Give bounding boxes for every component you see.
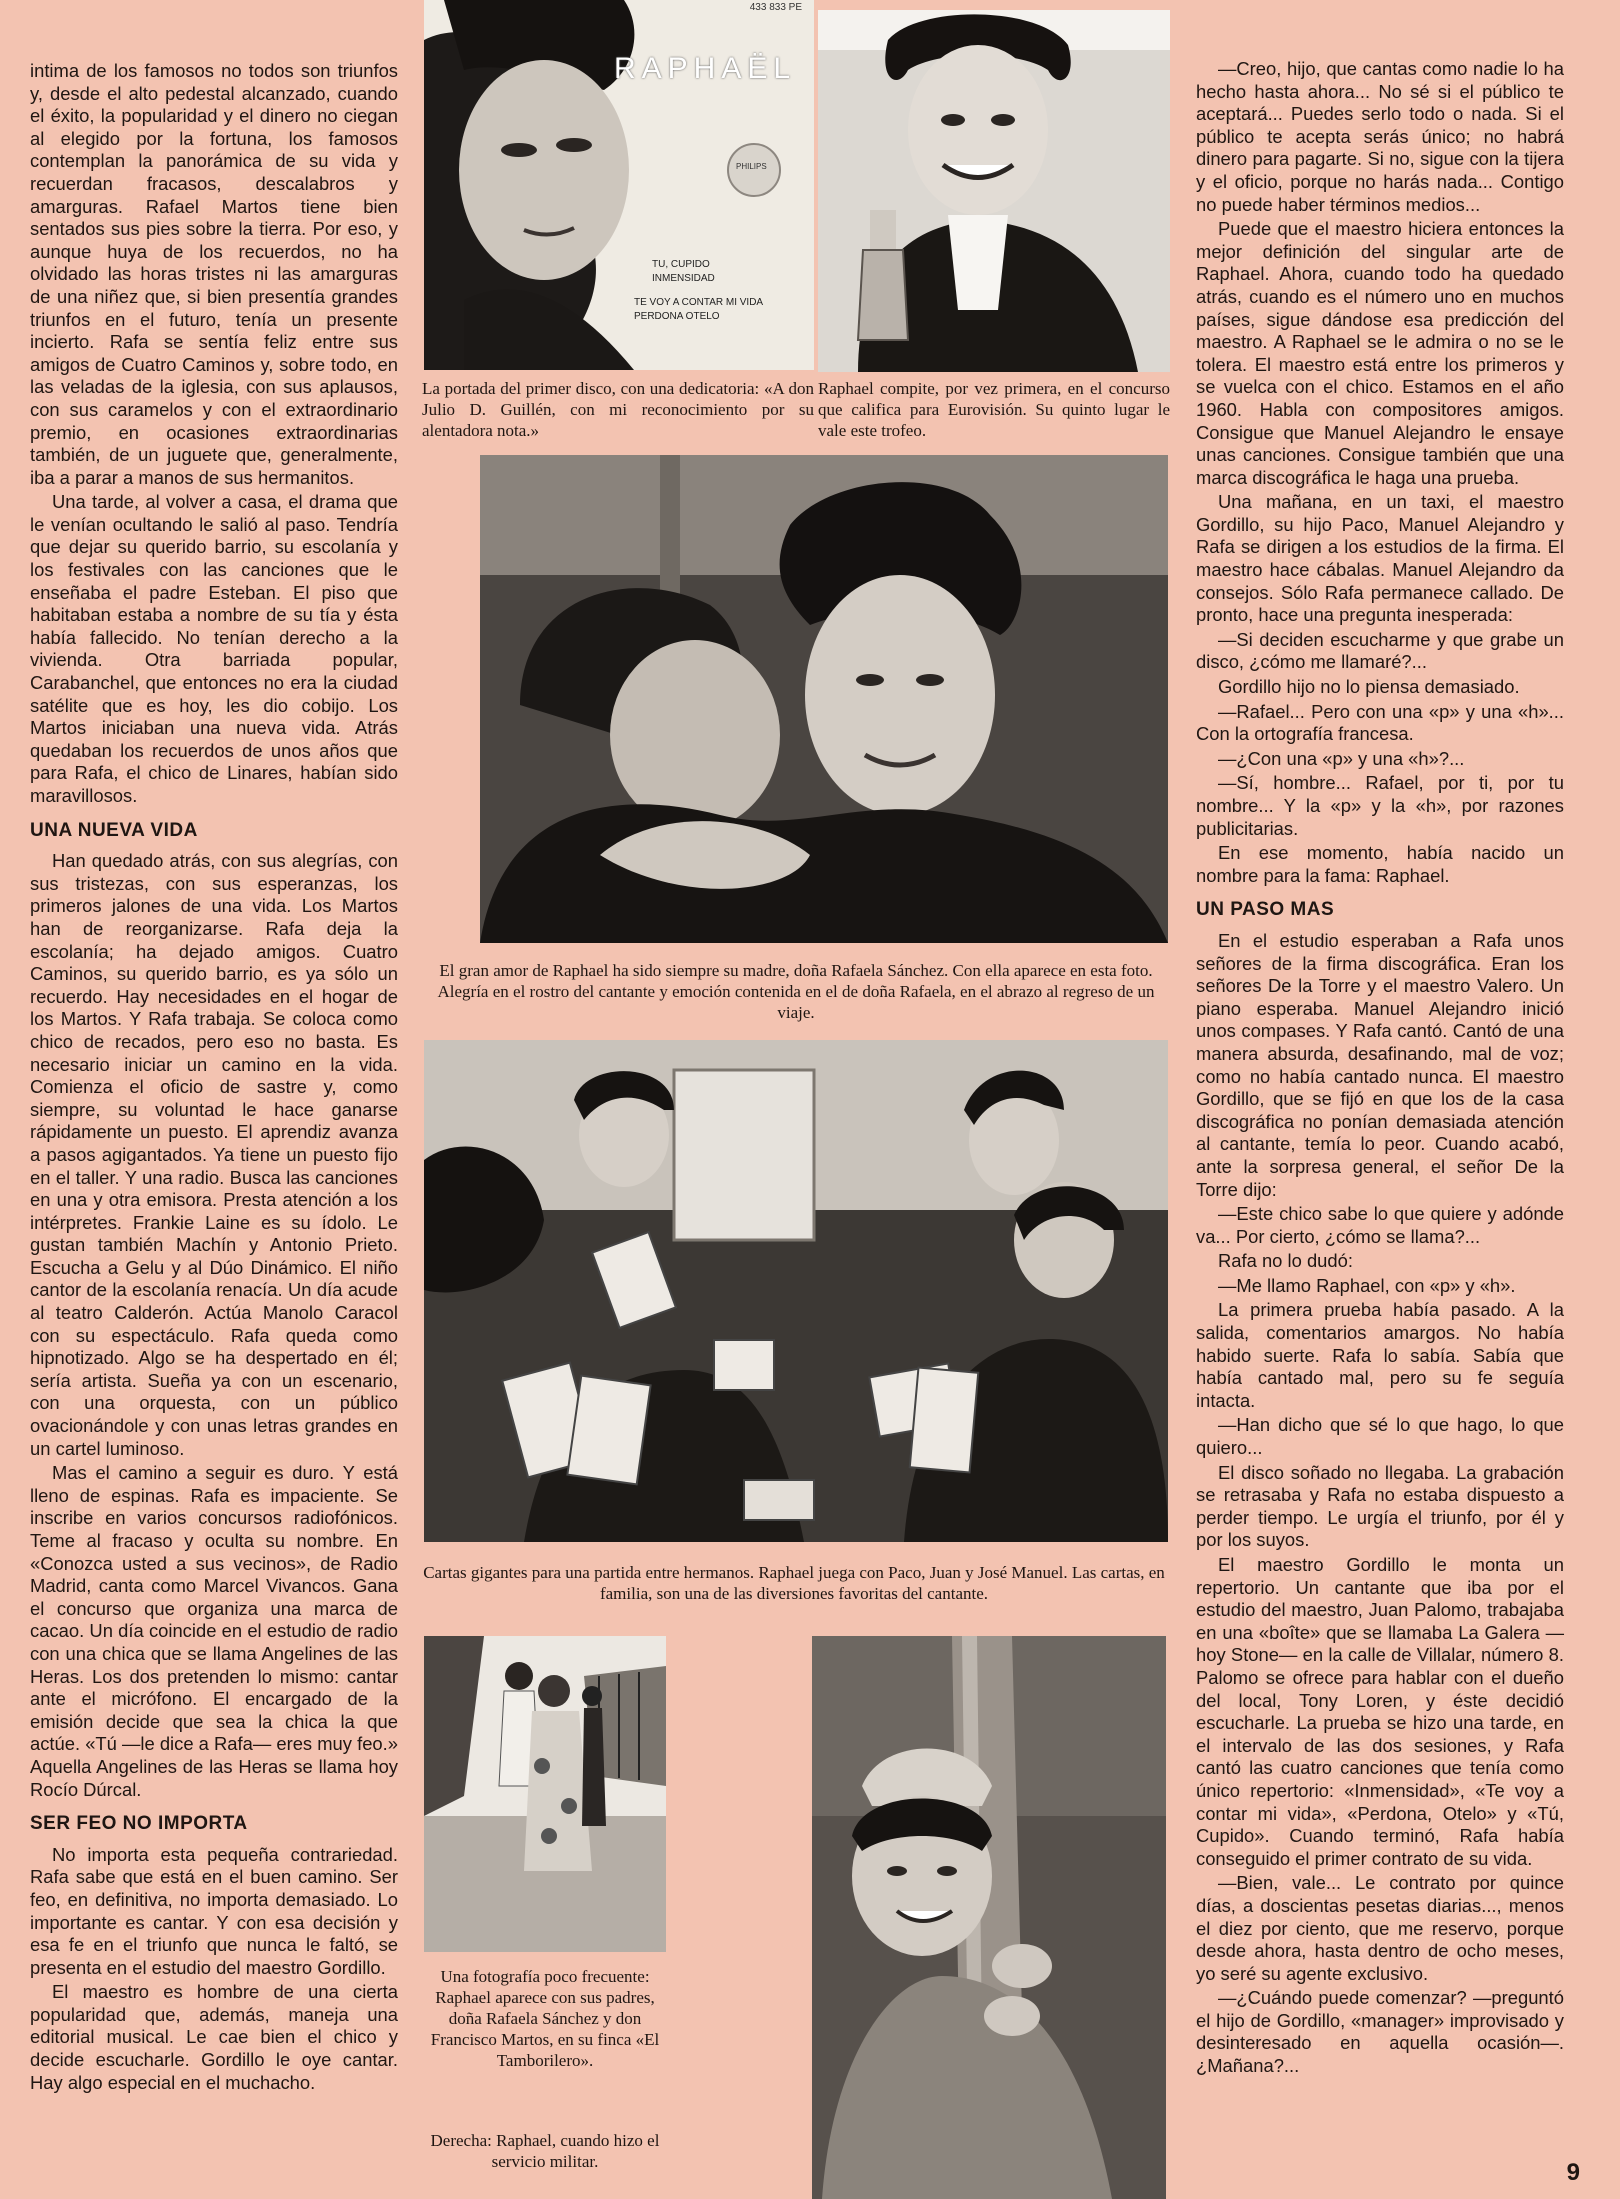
body-paragraph: Una mañana, en un taxi, el maestro Gordillo, su hijo Paco, Manuel Alejandro y Rafa se dirigen a los estudios de la firma. El maestro hace cábalas. Manuel Alejandro da consejos. Sólo Rafa permanece callado. De pronto, hace una pregunta inesperada: <box>1196 491 1564 626</box>
body-paragraph: No importa esta pequeña contrariedad. Rafa sabe que está en el buen camino. Ser feo, en definitiva, no importa demasiado. Lo importante es cantar. Y con esa decisión y esa fe en el triunfo que nunca le faltó, se presenta en el estudio del maestro Gordillo. <box>30 1843 398 1978</box>
body-paragraph: Han quedado atrás, con sus alegrías, con sus tristezas, con sus esperanzas, los primeros jalones de una vida. Los Martos han de reorganizarse. Rafa deja la escolanía; ha dejado amigos. Cuatro Caminos, su querido barrio, es ya sólo un recuerdo. Hay necesidades en el hogar de los Martos. Y Rafa trabaja. Se coloca como chico de recados, pero eso no basta. Es necesario iniciar un camino en la vida. Comienza el oficio de sastre y, como siempre, su voluntad le hace ganarse rápidamente un puesto. El aprendiz avanza a pasos agigantados. Ya tiene un puesto fijo en el taller. Y una radio. Busca las canciones en una y otra emisora. Presta atención a los intérpretes. Frankie Laine es su ídolo. Le gustan también Machín y Antonio Prieto. Escucha a Gelu y al Dúo Dinámico. El niño cantor de la escolanía renacía. Un día acude al teatro Calderón. Actúa Manolo Caracol con su espectáculo. Rafa queda como hipnotizado. Algo se ha despertado en él; sería artista. Sueña ya con un escenario, con una orquesta, con un público ovacionándole y con unas letras grandes en un cartel luminoso. <box>30 850 398 1459</box>
card-game-photo <box>424 1040 1168 1542</box>
body-paragraph: —Rafael... Pero con una «p» y una «h»... Con la ortografía francesa. <box>1196 700 1564 745</box>
section-heading: SER FEO NO IMPORTA <box>30 1813 248 1835</box>
body-paragraph: Puede que el maestro hiciera entonces la mejor definición del singular arte de Raphael. Ahora, cuando todo ha quedado atrás, cuando es el número uno en muchos países, sigue dándose esa predicción del maestro. A Raphael se le admira o no se le tolera. El maestro está entre los primeros y se vuelca con el chico. Estamos en el año 1960. Habla con compositores amigos. Consigue que Manuel Alejandro le ensaye unas canciones. Consigue también que una marca discográfica le haga una prueba. <box>1196 218 1564 488</box>
body-paragraph: —¿Con una «p» y una «h»?... <box>1218 747 1465 769</box>
eurovision-trophy-photo <box>818 10 1170 372</box>
record-artist-title: RAPHAËL <box>614 52 797 85</box>
mother-caption: El gran amor de Raphael ha sido siempre su madre, doña Rafaela Sánchez. Con ella aparece en esta foto. Alegría en el rostro del cantante y emoción contenida en el de doña Rafaela, en el abrazo al regreso de un viaje. <box>437 961 1155 1022</box>
right-text-column <box>1196 58 1564 2080</box>
parents-caption: Una fotografía poco frecuente: Raphael aparece con sus padres, doña Rafaela Sánchez y don Francisco Martos, en su finca «El Tamborilero». <box>430 1967 660 2070</box>
record-track: PERDONA OTELO <box>634 311 720 322</box>
eurovision-caption: Raphael compite, por vez primera, en el concurso que califica para Eurovisión. Su quinto lugar le vale este trofeo. <box>818 379 1170 440</box>
body-paragraph: —Han dicho que sé lo que hago, lo que quiero... <box>1196 1414 1564 1459</box>
section-heading: UNA NUEVA VIDA <box>30 819 198 841</box>
record-caption: La portada del primer disco, con una dedicatoria: «A don Julio D. Guillén, con mi reconocimiento por su alentadora nota.» <box>422 379 814 440</box>
body-paragraph: Una tarde, al volver a casa, el drama que le venían ocultando le salió al paso. Tendría que dejar su querido barrio, su escolanía y los festivales con las canciones que le enseñaba el padre Esteban. El piso que habitaban estaba a nombre de su tía y ésta había fallecido. No tenían derecho a la vivienda. Otra barriada popular, Carabanchel, que entonces no era la ciudad satélite que es hoy, les dio cobijo. Los Martos iniciaban una nueva vida. Atrás quedaban los recuerdos de unos años que para Rafa, el chico de Linares, habían sido maravillosos. <box>30 491 398 806</box>
record-label: PHILIPS <box>736 162 767 171</box>
body-paragraph: —Si deciden escucharme y que grabe un disco, ¿cómo me llamaré?... <box>1196 628 1564 673</box>
left-text-column <box>30 60 398 2096</box>
body-paragraph: El maestro es hombre de una cierta popularidad que, además, maneja una editorial musical. Le cae bien el chico y decide escucharle. Gordillo le oye cantar. Hay algo especial en el muchacho. <box>30 1981 398 2093</box>
military-caption: Derecha: Raphael, cuando hizo el servicio militar. <box>430 2131 660 2171</box>
body-paragraph: Gordillo hijo no lo piensa demasiado. <box>1218 676 1520 698</box>
body-paragraph: En ese momento, había nacido un nombre para la fama: Raphael. <box>1196 842 1564 886</box>
body-paragraph: En el estudio esperaban a Rafa unos señores de la firma discográfica. Eran los señores De la Torre y el maestro Valero. Un piano esperaba. Manuel Alejandro inició unos compases. Y Rafa cantó. Cantó de una manera absurda, desafinando, mal de voz; como no había cantado nunca. El maestro Gordillo, que se fijó en que los de la casa discográfica no ponían demasiada atención al cantante, temía lo peor. Cuando acabó, ante la sorpresa general, el señor De la Torre dijo: <box>1196 929 1564 1200</box>
parents-finca-photo <box>424 1636 666 1952</box>
body-paragraph: —Este chico sabe lo que quiere y adónde va... Por cierto, ¿cómo se llama?... <box>1196 1203 1564 1247</box>
record-track: INMENSIDAD <box>652 273 715 284</box>
body-paragraph: —Sí, hombre... Rafael, por ti, por tu nombre... Y la «p» y la «h», por razones publicitarias. <box>1196 772 1564 839</box>
military-service-photo <box>812 1636 1166 2199</box>
record-track: TU, CUPIDO <box>652 259 710 270</box>
record-track: TE VOY A CONTAR MI VIDA <box>634 297 764 308</box>
record-catalog: 433 833 PE <box>749 2 802 13</box>
body-paragraph: Rafa no lo dudó: <box>1218 1250 1353 1272</box>
record-track-list <box>634 258 763 324</box>
body-paragraph: Mas el camino a seguir es duro. Y está lleno de espinas. Rafa es impaciente. Se inscribe en varios concursos radiofónicos. Teme al fracaso y oculta su nombre. En «Conozca usted a sus vecinos», de Radio Madrid, canta como Marcel Vivancos. Gana el concurso que organiza una marca de cacao. Un día coincide en el estudio de radio con una chica que se llama Angelines de las Heras. Los dos pretenden lo mismo: cantar ante el micrófono. El encargado de la emisión decide que sea la chica la que actúe. «Tú —le dice a Rafa— eres muy feo.» Aquella Angelines de las Heras se llama hoy Rocío Dúrcal. <box>30 1462 398 1800</box>
body-paragraph: —Me llamo Raphael, con «p» y «h». <box>1218 1274 1516 1296</box>
page-number: 9 <box>1566 2159 1580 2186</box>
body-paragraph: —Creo, hijo, que cantas como nadie lo ha hecho hasta ahora... No sé si el público te aceptará... Puedes serlo todo o nada. Si el público te acepta serás único; no habrá dinero para pagarte. Si no, sigue con la tijera y el oficio, porque no harás nada... Contigo no puede haber términos medios... <box>1196 58 1564 215</box>
record-cover-photo <box>424 0 814 370</box>
body-paragraph: La primera prueba había pasado. A la salida, comentarios amargos. No había habido suerte. Rafa lo sabía. Sabía que había cantado mal, pero su fe seguía intacta. <box>1196 1299 1564 1411</box>
mother-embrace-photo <box>480 455 1168 943</box>
body-paragraph: El disco soñado no llegaba. La grabación se retrasaba y Rafa no estaba dispuesto a perder tiempo. Le urgía el triunfo, por él y por los suyos. <box>1196 1461 1564 1551</box>
body-paragraph: —¿Cuándo puede comenzar? —preguntó el hijo de Gordillo, «manager» improvisado y desinteresado en aquella ocasión—. ¿Mañana?... <box>1196 1987 1564 2077</box>
body-paragraph: El maestro Gordillo le monta un repertorio. Un cantante que iba por el estudio del maestro, Juan Palomo, trabajaba en una «boîte» que se llamaba La Galera —hoy Stone— en la calle de Villalar, número 8. Palomo se ofrece para hablar con el dueño del local, Tony Loren, y éste decidió escucharle. La prueba se hizo una tarde, en el intervalo de las dos sesiones, y Rafa cantó las cuatro canciones que tenía como único repertorio: «Inmensidad», «Te voy a contar mi vida», «Perdona, Otelo» y «Tú, Cupido». Cuando terminó, Rafa había conseguido el primer contrato de su vida. <box>1196 1554 1564 1869</box>
intro-paragraph: intima de los famosos no todos son triunfos y, desde el alto pedestal alcanzado, cuando el éxito, la popularidad y el dinero no ciegan al elegido por la fortuna, los famosos contemplan la panorámica de su vida y recuerdan fracasos, descalabros y amarguras. Rafael Martos tiene bien sentados sus pies sobre la tierra. Por eso, y aunque huya de los recuerdos, no ha olvidado las horas tristes ni las amarguras de una niñez que, si bien presentía grandes triunfos en el futuro, tenía un presente incierto. Rafa se sentía feliz entre sus amigos de Cuatro Caminos y, sobre todo, en las veladas de la iglesia, con sus aplausos, con sus caramelos y con el extraordinario premio, en ocasiones extraordinarias también, de un juguete que, generalmente, iba a parar a manos de sus hermanitos. <box>30 60 398 488</box>
card-game-caption: Cartas gigantes para una partida entre hermanos. Raphael juega con Paco, Juan y José Manuel. Las cartas, en familia, son una de las diversiones favoritas del cantante. <box>423 1563 1165 1603</box>
section-heading: UN PASO MAS <box>1196 899 1335 921</box>
body-paragraph: —Bien, vale... Le contrato por quince días, a doscientas pesetas diarias..., menos el diez por ciento, que me reservo, porque desde ahora, hasta dentro de ocho meses, yo seré su agente exclusivo. <box>1196 1872 1564 1984</box>
